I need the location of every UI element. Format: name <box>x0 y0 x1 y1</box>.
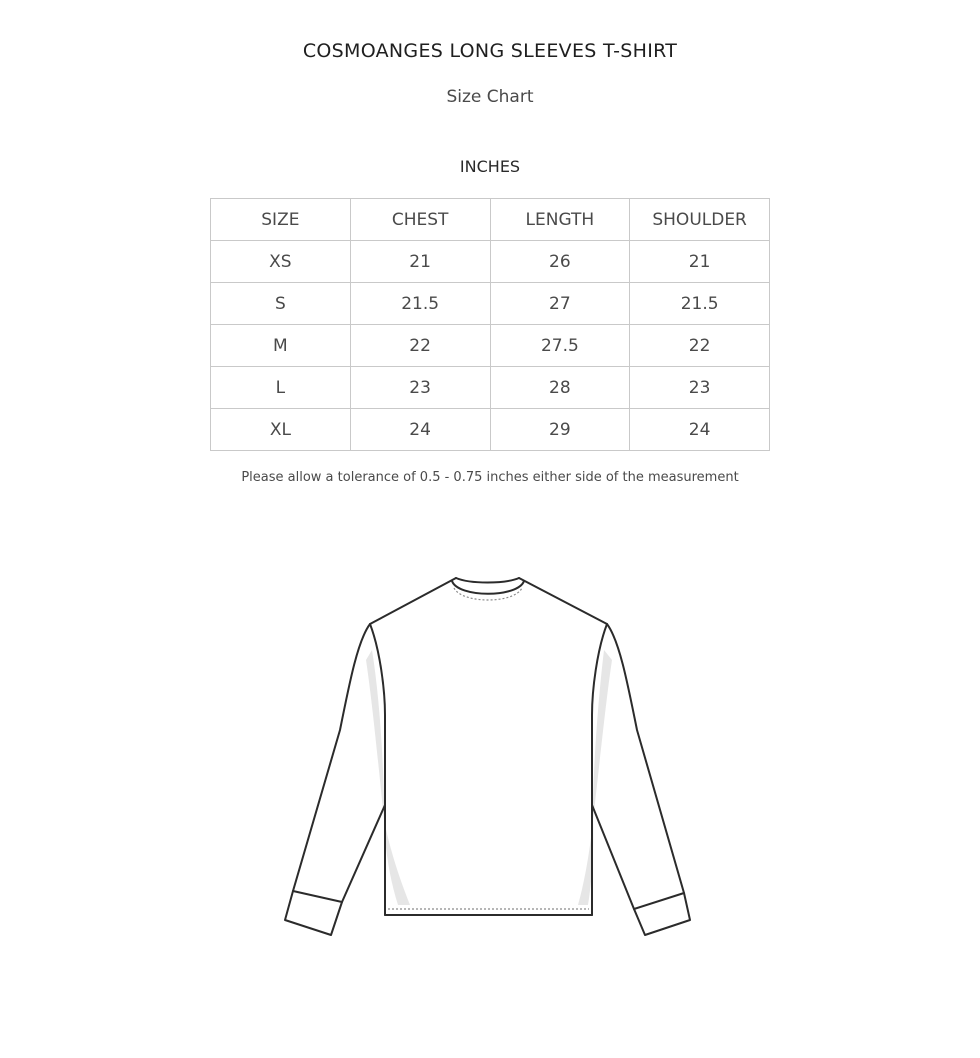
long-sleeve-tshirt-icon <box>270 560 710 950</box>
cell-shoulder: 24 <box>630 409 770 451</box>
cell-shoulder: 23 <box>630 367 770 409</box>
shoulder-left <box>370 578 456 624</box>
cell-length: 27 <box>490 283 630 325</box>
cell-size: M <box>211 325 351 367</box>
cell-chest: 24 <box>350 409 490 451</box>
header-length: LENGTH <box>490 199 630 241</box>
table-row <box>211 409 770 451</box>
tolerance-note: Please allow a tolerance of 0.5 - 0.75 inches either side of the measurement <box>241 470 739 485</box>
table-row <box>211 367 770 409</box>
cell-length: 26 <box>490 241 630 283</box>
unit-label: INCHES <box>459 157 521 176</box>
cell-shoulder: 21.5 <box>630 283 770 325</box>
sleeve-left-outer <box>293 624 370 891</box>
table-header-row <box>211 199 770 241</box>
cell-length: 27.5 <box>490 325 630 367</box>
shoulder-right <box>519 578 607 624</box>
shirt-shading <box>366 650 612 905</box>
cell-size: L <box>211 367 351 409</box>
header-size: SIZE <box>211 199 351 241</box>
cell-length: 29 <box>490 409 630 451</box>
cell-size: XS <box>211 241 351 283</box>
size-chart-subtitle: Size Chart <box>446 87 534 107</box>
cell-chest: 21 <box>350 241 490 283</box>
cell-length: 28 <box>490 367 630 409</box>
cell-size: S <box>211 283 351 325</box>
stitching <box>388 588 589 909</box>
shirt-outline <box>285 578 690 935</box>
cell-chest: 22 <box>350 325 490 367</box>
size-table <box>210 198 770 451</box>
table-row <box>211 325 770 367</box>
cell-chest: 21.5 <box>350 283 490 325</box>
cuff-left <box>285 891 342 935</box>
table-row <box>211 283 770 325</box>
cell-chest: 23 <box>350 367 490 409</box>
cuff-right <box>634 893 690 935</box>
cell-size: XL <box>211 409 351 451</box>
header-shoulder: SHOULDER <box>630 199 770 241</box>
product-title: COSMOANGES LONG SLEEVES T-SHIRT <box>302 40 678 62</box>
cell-shoulder: 22 <box>630 325 770 367</box>
cell-shoulder: 21 <box>630 241 770 283</box>
collar <box>456 578 519 583</box>
header-chest: CHEST <box>350 199 490 241</box>
table-row <box>211 241 770 283</box>
sleeve-right-outer <box>607 624 684 893</box>
